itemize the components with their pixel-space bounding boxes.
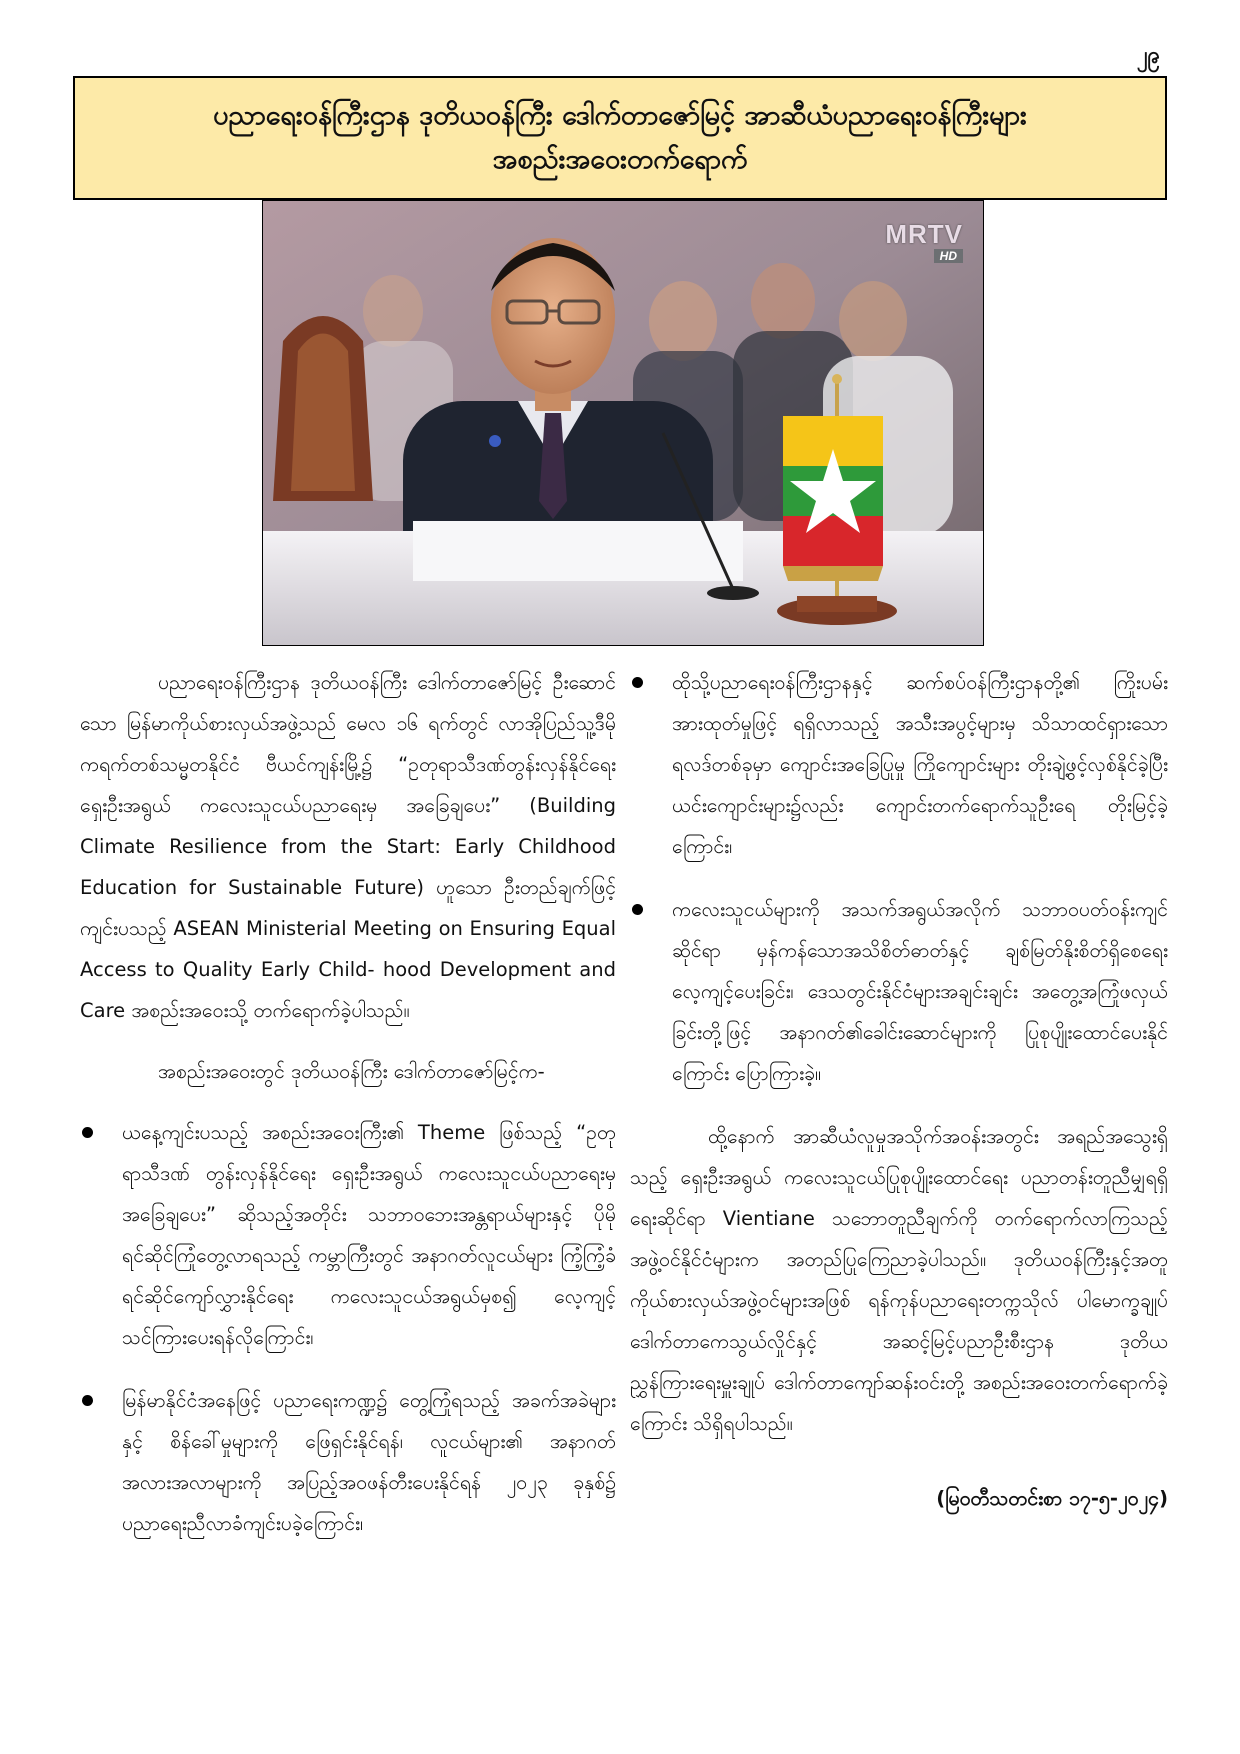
left-bullet-list — [80, 1112, 616, 1544]
headline-line-2: အစည်းအဝေးတက်ရောက် — [492, 144, 748, 175]
left-column — [80, 662, 616, 1566]
intro-paragraph: ပညာရေးဝန်ကြီးဌာန ဒုတိယဝန်ကြီး ဒေါက်တာဇော်မြင့် ဦးဆောင်သော မြန်မာကိုယ်စားလှယ်အဖွဲ့သည် မေလ ၁၆ ရက်တွင် လာအိုပြည်သူ့ဒီမိုကရက်တစ်သမ္မတနိုင်ငံ ဗီယင်ကျန်းမြို့၌ “ဥတုရာသီဒဏ်တွန်းလှန်နိုင်ရေး ရှေးဦးအရွယ် ကလေးသူငယ်ပညာရေးမှ အခြေချပေး” (Building Climate Resilience from the Start: Early Childhood Education for Sustainable Future) ဟူသော ဦးတည်ချက်ဖြင့် ကျင်းပသည့် ASEAN Ministerial Meeting on Ensuring Equal Access to Quality Early Child- hood Development and Care အစည်းအဝေးသို့ တက်ရောက်ခဲ့ပါသည်။ — [80, 671, 616, 1022]
list-item-text: ထိုသို့ပညာရေးဝန်ကြီးဌာနနှင့် ဆက်စပ်ဝန်ကြီးဌာနတို့၏ ကြိုးပမ်းအားထုတ်မှုဖြင့် ရရှိလာသည့် အသီးအပွင့်များမှ သိသာထင်ရှားသော ရလဒ်တစ်ခုမှာ ကျောင်းအခြေပြုမှု ကြိုကျောင်းများ တိုးချဲ့ဖွင့်လှစ်နိုင်ခဲ့ပြီး ယင်းကျောင်းများ၌လည်း ကျောင်းတက်ရောက်သူဦးရေ တိုးမြင့်ခဲ့ကြောင်း၊ — [672, 671, 1168, 858]
page-number: ၂၉ — [1136, 43, 1160, 68]
bullet-icon — [82, 1127, 93, 1138]
source-citation: (မြဝတီသတင်းစာ ၁၇-၅-၂၀၂၄) — [936, 1487, 1168, 1510]
list-item-text: မြန်မာနိုင်ငံအနေဖြင့် ပညာရေးကဏ္ဍ၌ တွေ့ကြုံရသည့် အခက်အခဲများနှင့် စိန်ခေါ်မှုများကို ဖြေရှင်းနိုင်ရန်၊ လူငယ်များ၏ အနာဂတ်အလားအလာများကို အပြည့်အဝဖန်တီးပေးနိုင်ရန် ၂၀၂၃ ခုနှစ်၌ ပညာရေးညီလာခံကျင်းပခဲ့ကြောင်း၊ — [122, 1389, 616, 1535]
list-item — [80, 1112, 616, 1358]
lead-paragraph: အစည်းအဝေးတွင် ဒုတိယဝန်ကြီး ဒေါက်တာဇော်မြင့်က- — [158, 1060, 545, 1083]
list-item — [630, 889, 1168, 1094]
headline-line-1: ပညာရေးဝန်ကြီးဌာန ဒုတိယဝန်ကြီး ဒေါက်တာဇော်မြင့် အာဆီယံပညာရေးဝန်ကြီးများ — [213, 100, 1027, 131]
news-photo — [262, 200, 984, 646]
list-item-text: ကလေးသူငယ်များကို အသက်အရွယ်အလိုက် သဘာဝပတ်ဝန်းကျင်ဆိုင်ရာ မှန်ကန်သောအသိစိတ်ဓာတ်နှင့် ချစ်မြတ်နိုးစိတ်ရှိစေရေး လေ့ကျင့်ပေးခြင်း၊ ဒေသတွင်းနိုင်ငံများအချင်းချင်း အတွေ့အကြုံဖလှယ်ခြင်းတို့ဖြင့် အနာဂတ်၏ခေါင်းဆောင်များကို ပြုစုပျိုးထောင်ပေးနိုင်ကြောင်း ပြောကြားခဲ့။ — [672, 898, 1168, 1085]
headline-box — [73, 76, 1167, 200]
meeting-photo-illustration — [263, 201, 983, 645]
bullet-icon — [632, 677, 643, 688]
bullet-icon — [82, 1395, 93, 1406]
closing-paragraph: ထို့နောက် အာဆီယံလူမှုအသိုက်အဝန်းအတွင်း အရည်အသွေးရှိသည့် ရှေးဦးအရွယ် ကလေးသူငယ်ပြုစုပျိုးထောင်ရေး ပညာတန်းတူညီမျှရရှိရေးဆိုင်ရာ Vientiane သဘောတူညီချက်ကို တက်ရောက်လာကြသည့် အဖွဲ့ဝင်နိုင်ငံများက အတည်ပြုကြေညာခဲ့ပါသည်။ ဒုတိယဝန်ကြီးနှင့်အတူ ကိုယ်စားလှယ်အဖွဲ့ဝင်များအဖြစ် ရန်ကုန်ပညာရေးတက္ကသိုလ် ပါမောက္ခချုပ် ဒေါက်တာကေသွယ်လှိုင်နှင့် အဆင့်မြင့်ပညာဦးစီးဌာန ဒုတိယညွှန်ကြားရေးမှူးချုပ် ဒေါက်တာကျော်ဆန်းဝင်းတို့ အစည်းအဝေးတက်ရောက်ခဲ့ကြောင်း သိရှိရပါသည်။ — [630, 1125, 1168, 1435]
list-item — [80, 1380, 616, 1544]
bullet-icon — [632, 904, 643, 915]
mrtv-logo — [885, 221, 963, 264]
mrtv-logo-text: MRTV — [885, 219, 963, 249]
list-item-text: ယနေ့ကျင်းပသည့် အစည်းအဝေးကြီး၏ Theme ဖြစ်သည့် “ဥတုရာသီဒဏ် တွန်းလှန်နိုင်ရေး ရှေးဦးအရွယ် ကလေးသူငယ်ပညာရေးမှ အခြေချပေး” ဆိုသည့်အတိုင်း သဘာဝဘေးအန္တရာယ်များနှင့် ပိုမိုရင်ဆိုင်ကြုံတွေ့လာရသည့် ကမ္ဘာကြီးတွင် အနာဂတ်လူငယ်များ ကြံ့ကြံ့ခံရင်ဆိုင်ကျော်လွှားနိုင်ရေး ကလေးသူငယ်အရွယ်မှစ၍ လေ့ကျင့်သင်ကြားပေးရန်လိုကြောင်း၊ — [122, 1121, 616, 1349]
right-column — [630, 662, 1168, 1519]
right-bullet-list — [630, 662, 1168, 1094]
mrtv-logo-sub: HD — [934, 249, 963, 263]
list-item — [630, 662, 1168, 867]
